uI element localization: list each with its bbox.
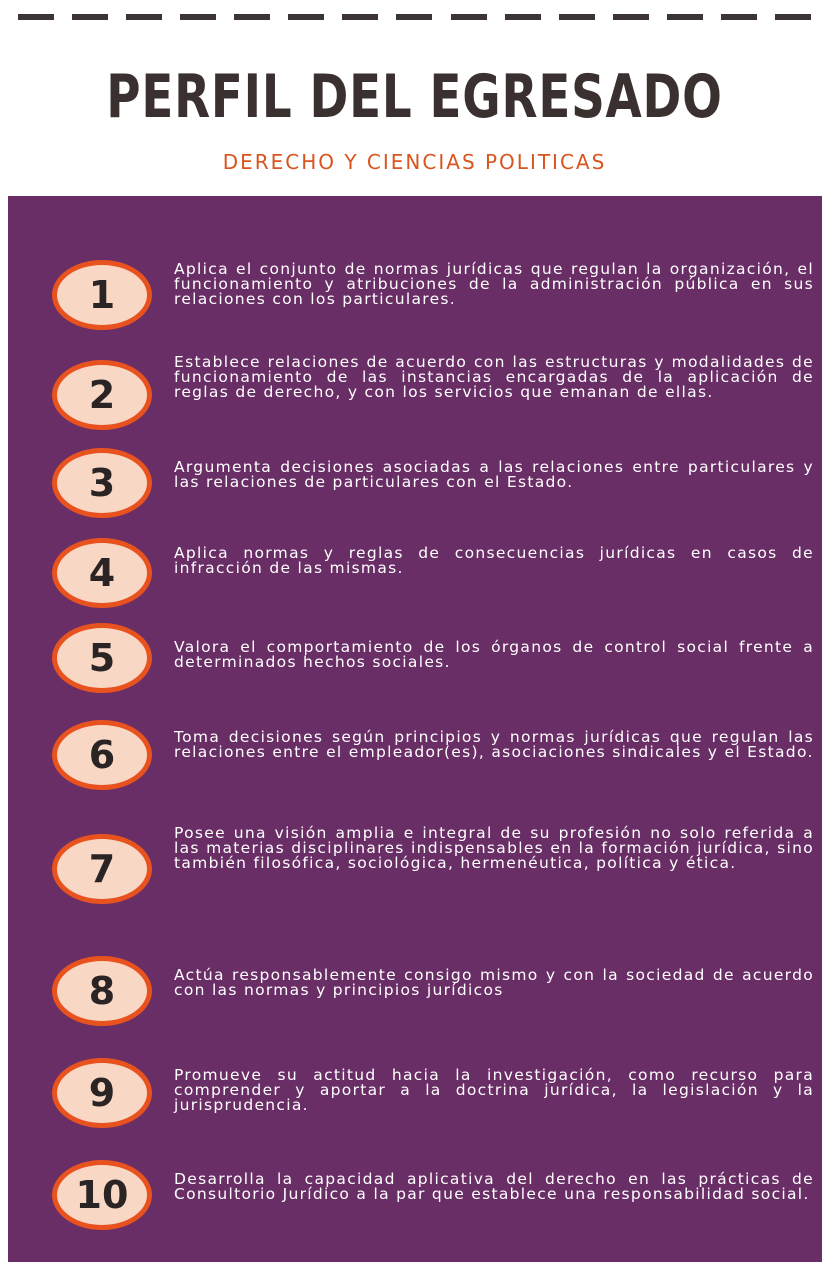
number-badge: 7 [52,834,152,904]
dash [775,14,811,20]
item-text: Aplica normas y reglas de consecuencias jurídicas en casos de infracción de las mismas. [174,544,814,577]
number-badge: 6 [52,720,152,790]
number-badge: 1 [52,260,152,330]
item-text: Argumenta decisiones asociadas a las relaciones entre particulares y las relaciones de particulares con el Estado. [174,458,814,491]
item-text: Valora el comportamiento de los órganos de control social frente a determinados hechos sociales. [174,638,814,671]
dash [126,14,162,20]
dash [18,14,54,20]
number-badge: 9 [52,1058,152,1128]
number-badge: 8 [52,956,152,1026]
item-text: Toma decisiones según principios y normas jurídicas que regulan las relaciones entre el empleador(es), asociaciones sindicales y el Estado. [174,728,814,761]
number-badge: 5 [52,623,152,693]
number-badge: 4 [52,538,152,608]
dash [721,14,757,20]
item-text: Establece relaciones de acuerdo con las estructuras y modalidades de funcionamiento de las instancias encargadas de la aplicación de reglas de derecho, y con los servicios que emanan de ellas. [174,353,814,401]
number-badge: 3 [52,448,152,518]
number-badge: 10 [52,1160,152,1230]
number-badge: 2 [52,360,152,430]
dash [72,14,108,20]
dash [613,14,649,20]
dash [667,14,703,20]
item-text: Posee una visión amplia e integral de su profesión no solo referida a las materias disciplinares indispensables en la formación jurídica, sino también filosófica, sociológica, hermenéutica, política y ética. [174,824,814,872]
dash [288,14,324,20]
item-text: Actúa responsablemente consigo mismo y con la sociedad de acuerdo con las normas y principios jurídicos [174,966,814,999]
dash [505,14,541,20]
dash [234,14,270,20]
item-text: Desarrolla la capacidad aplicativa del derecho en las prácticas de Consultorio Jurídico a la par que establece una responsabilidad social. [174,1170,814,1203]
page-subtitle: DERECHO Y CIENCIAS POLITICAS [222,150,607,174]
dashed-divider [0,14,829,22]
profile-list-panel [8,196,822,1262]
item-text: Promueve su actitud hacia la investigación, como recurso para comprender y aportar a la doctrina jurídica, la legislación y la jurisprudencia. [174,1066,814,1114]
dash [559,14,595,20]
dash [180,14,216,20]
page-title: PERFIL DEL EGRESADO [106,62,723,132]
dash [396,14,432,20]
item-text: Aplica el conjunto de normas jurídicas que regulan la organización, el funcionamiento y atribuciones de la administración pública en sus relaciones con los particulares. [174,260,814,308]
dash [451,14,487,20]
dash [342,14,378,20]
